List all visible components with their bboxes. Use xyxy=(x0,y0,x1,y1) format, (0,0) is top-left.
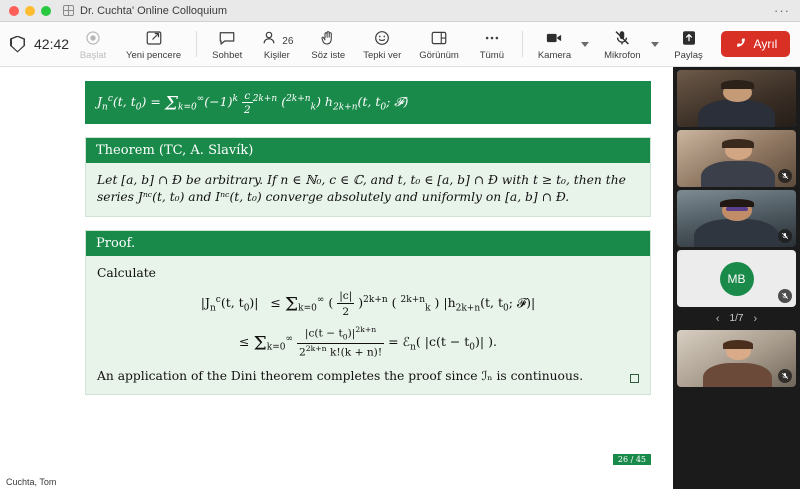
close-window-button[interactable] xyxy=(9,6,19,16)
proof-math: $|J_n^c(t$, $t_0)| \le \Sigma_{k=0}^\infty$ ( $\frac{|c|}{2}$ )$^{2k+n}$ ( $^{2k+n}_k$ ) $|h_{2k+n}(t$, $t_0$; 𝓕)| ≤ $\Sigma_{k=0}^\infty$ $\frac{|c(t - t_0)|^{2k+n}}{2^{2k+n} k!(k + n)!}$ = ℰ$_n$( $|c(t - t_0)|$ ). xyxy=(200,289,536,359)
leave-button[interactable] xyxy=(721,31,791,57)
people-icon xyxy=(260,27,293,47)
participants-pager[interactable] xyxy=(677,310,796,327)
participants-rail xyxy=(673,67,800,489)
proof-closing-text: An application of the Dini theorem completes the proof since ℐₙ is continuous. xyxy=(97,368,584,383)
proof-body xyxy=(86,256,650,394)
more-button[interactable] xyxy=(468,26,516,62)
theorem-title: Theorem (TC, A. Slavík) xyxy=(86,138,650,163)
new-window-button[interactable] xyxy=(117,26,190,62)
proof-calculate-label: Calculate xyxy=(97,265,156,280)
theorem-text: Let [a, b] ∩ Ð be arbitrary. If n ∈ ℕ₀, c ∈ ℂ, and t, t₀ ∈ [a, b] ∩ Ð with t ≥ t₀, then the series Jⁿᶜ(t, t₀) and Iⁿᶜ(t, t₀) converge absolutely and uniformly on [a, b] ∩ Ð. xyxy=(86,163,650,216)
layout-button[interactable] xyxy=(410,26,468,62)
window-title-group xyxy=(51,5,227,17)
raise-hand-button[interactable] xyxy=(302,26,354,62)
share-up-icon xyxy=(680,27,698,47)
microphone-chevron-down-icon[interactable] xyxy=(651,42,659,47)
window-title: Dr. Cuchta' Online Colloquium xyxy=(80,4,228,17)
microphone-muted-icon xyxy=(612,27,632,47)
toolbar-left xyxy=(10,36,69,53)
raise-hand-label: Söz iste xyxy=(311,50,346,61)
pager-next-icon[interactable]: › xyxy=(753,312,758,325)
participant-2-muted-icon xyxy=(778,169,792,183)
window-overflow-icon[interactable]: ··· xyxy=(774,3,790,18)
window-controls[interactable] xyxy=(0,6,51,16)
reaction-button[interactable] xyxy=(354,26,410,62)
participant-tile-1[interactable] xyxy=(677,70,796,127)
reaction-label: Tepki ver xyxy=(363,50,402,61)
share-label: Paylaş xyxy=(674,50,703,61)
microphone-label: Mikrofon xyxy=(604,50,641,61)
window-titlebar xyxy=(0,0,800,22)
minimize-window-button[interactable] xyxy=(25,6,35,16)
camera-chevron-down-icon[interactable] xyxy=(581,42,589,47)
chat-icon xyxy=(218,27,236,47)
proof-title: Proof. xyxy=(86,231,650,256)
slide-footer-author: Cuchta, Tom xyxy=(0,475,673,489)
new-window-label: Yeni pencere xyxy=(126,50,182,61)
reaction-icon xyxy=(373,27,391,47)
participant-tile-4[interactable] xyxy=(677,250,796,307)
camera-control[interactable] xyxy=(529,26,595,62)
raise-hand-icon xyxy=(319,27,337,47)
toolbar-right xyxy=(713,31,791,57)
meeting-body xyxy=(0,67,800,489)
camera-icon xyxy=(544,27,564,47)
people-label: Kişiler xyxy=(263,50,290,61)
pager-prev-icon[interactable]: ‹ xyxy=(715,312,720,325)
meeting-timer: 42:42 xyxy=(34,36,70,52)
microphone-button[interactable] xyxy=(595,26,649,62)
people-count: 26 xyxy=(282,36,294,47)
leave-label: Ayrıl xyxy=(753,37,778,51)
more-label: Tümü xyxy=(479,50,504,61)
new-window-icon xyxy=(145,27,163,47)
slide-content xyxy=(85,81,651,467)
proof-closing xyxy=(97,368,639,385)
toolbar-actions xyxy=(69,26,713,62)
record-button[interactable] xyxy=(69,26,117,62)
theorem-block xyxy=(85,137,651,217)
shared-content-stage[interactable] xyxy=(0,67,673,489)
qed-box-icon xyxy=(630,374,639,383)
meeting-toolbar xyxy=(0,22,800,67)
camera-button[interactable] xyxy=(529,26,580,62)
participant-4-muted-icon xyxy=(778,289,792,303)
app-grid-icon xyxy=(63,5,74,16)
more-icon xyxy=(483,27,501,47)
avatar-initials: MB xyxy=(720,262,754,296)
toolbar-divider xyxy=(196,31,197,57)
chat-label: Sohbet xyxy=(212,50,243,61)
participant-3-muted-icon xyxy=(778,229,792,243)
people-button[interactable] xyxy=(251,26,302,62)
participant-tile-5[interactable] xyxy=(677,330,796,387)
record-label: Başlat xyxy=(79,50,107,61)
layout-icon xyxy=(430,27,448,47)
layout-label: Görünüm xyxy=(419,50,459,61)
maximize-window-button[interactable] xyxy=(41,6,51,16)
proof-block xyxy=(85,230,651,395)
camera-label: Kamera xyxy=(537,50,572,61)
hangup-icon xyxy=(734,35,749,53)
slide-equation-banner: $J_n^c(t$, $t_0) = \Sigma_{k=0}^\infty(-1)^k$ $\frac{c}{2}$ $^{2k+n}$ ($^{2k+n}_k$) $h_{2k+n}(t$, $t_0$; 𝓕) xyxy=(85,81,651,124)
participant-5-muted-icon xyxy=(778,369,792,383)
share-button[interactable] xyxy=(665,26,713,62)
presentation-slide xyxy=(0,67,673,489)
record-icon xyxy=(84,27,102,47)
microphone-control[interactable] xyxy=(595,26,664,62)
participant-tile-2[interactable] xyxy=(677,130,796,187)
shield-icon xyxy=(10,36,25,53)
chat-button[interactable] xyxy=(203,26,251,62)
slide-page-number: 26 / 45 xyxy=(613,454,651,465)
toolbar-divider-2 xyxy=(522,31,523,57)
participant-video-1 xyxy=(677,70,796,127)
participant-tile-3[interactable] xyxy=(677,190,796,247)
pager-label: 1/7 xyxy=(729,313,744,324)
